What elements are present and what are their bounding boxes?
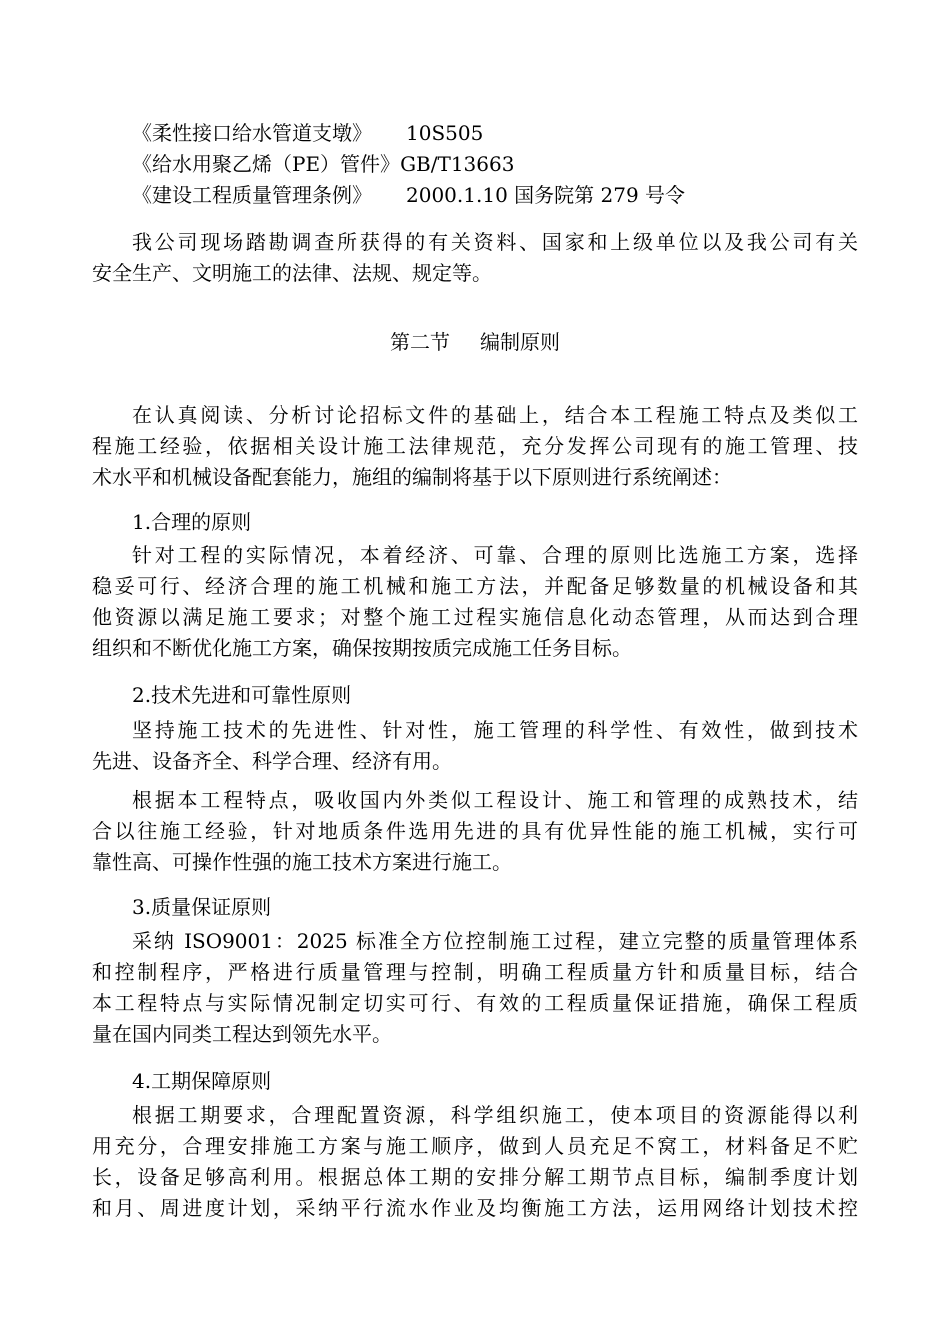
paragraph-line: 合以往施工经验，针对地质条件选用先进的具有优异性能的施工机械，实行可 xyxy=(92,819,858,843)
paragraph-line: 稳妥可行、经济合理的施工机械和施工方法，并配备足够数量的机械设备和其 xyxy=(92,574,858,598)
paragraph-line: 针对工程的实际情况，本着经济、可靠、合理的原则比选施工方案，选择 xyxy=(132,543,858,567)
principle-3-body xyxy=(92,926,858,1050)
paragraph-line: 他资源以满足施工要求；对整个施工过程实施信息化动态管理，从而达到合理 xyxy=(92,605,858,629)
paragraph-line: 量在国内同类工程达到领先水平。 xyxy=(92,1022,392,1046)
paragraph-line: 组织和不断优化施工方案，确保按期按质完成施工任务目标。 xyxy=(92,636,632,660)
principle-1 xyxy=(92,507,858,538)
reference-code: 10S505 xyxy=(406,121,484,145)
section-intro-paragraph xyxy=(92,400,858,493)
paragraph-line: 和月、周进度计划，采纳平行流水作业及均衡施工方法，运用网络计划技术控 xyxy=(92,1196,858,1220)
paragraph-line: 用充分，合理安排施工方案与施工顺序，做到人员充足不窝工，材料备足不贮 xyxy=(92,1134,858,1158)
intro-paragraph xyxy=(92,227,858,289)
paragraph-line: 坚持施工技术的先进性、针对性，施工管理的科学性、有效性，做到技术 xyxy=(132,718,858,742)
principle-2-para2 xyxy=(92,785,858,878)
paragraph-line: 靠性高、可操作性强的施工技术方案进行施工。 xyxy=(92,850,512,874)
principle-2 xyxy=(92,680,858,711)
principle-4-body xyxy=(92,1100,858,1224)
reference-list xyxy=(92,118,858,211)
principle-4 xyxy=(92,1066,858,1097)
reference-title: 《柔性接口给水管道支墩》 xyxy=(132,121,372,145)
paragraph-line: 术水平和机械设备配套能力，施组的编制将基于以下原则进行系统阐述： xyxy=(92,465,732,489)
section-heading xyxy=(92,327,858,358)
reference-title: 《建设工程质量管理条例》 xyxy=(132,183,372,207)
principle-heading: 2.技术先进和可靠性原则 xyxy=(132,683,352,707)
principle-heading: 3.质量保证原则 xyxy=(132,895,272,919)
paragraph-line: 根据本工程特点，吸收国内外类似工程设计、施工和管理的成熟技术，结 xyxy=(132,788,858,812)
principle-3 xyxy=(92,892,858,923)
principle-heading: 4.工期保障原则 xyxy=(132,1069,272,1093)
principle-1-body xyxy=(92,540,858,664)
reference-code: 2000.1.10 国务院第 279 号令 xyxy=(406,183,686,207)
paragraph-line: 我公司现场踏勘调查所获得的有关资料、国家和上级单位以及我公司有关 xyxy=(132,230,858,254)
paragraph-line: 在认真阅读、分析讨论招标文件的基础上，结合本工程施工特点及类似工 xyxy=(132,403,858,427)
reference-title: 《给水用聚乙烯（PE）管件》 xyxy=(132,152,401,176)
reference-code: GB/T13663 xyxy=(400,152,515,176)
reference-item xyxy=(92,180,858,211)
section-number: 第二节 xyxy=(390,330,450,354)
paragraph-line: 采纳 ISO9001：2025 标准全方位控制施工过程，建立完整的质量管理体系 xyxy=(132,929,858,953)
paragraph-line: 和控制程序，严格进行质量管理与控制，明确工程质量方针和质量目标，结合 xyxy=(92,960,858,984)
paragraph-line: 安全生产、文明施工的法律、法规、规定等。 xyxy=(92,261,492,285)
paragraph-line: 根据工期要求，合理配置资源，科学组织施工，使本项目的资源能得以利 xyxy=(132,1103,858,1127)
principle-heading: 1.合理的原则 xyxy=(132,510,252,534)
section-title: 编制原则 xyxy=(480,330,560,354)
paragraph-line: 先进、设备齐全、科学合理、经济有用。 xyxy=(92,749,452,773)
reference-item xyxy=(92,149,858,180)
paragraph-line: 长，设备足够高利用。根据总体工期的安排分解工期节点目标，编制季度计划 xyxy=(92,1165,858,1189)
paragraph-line: 程施工经验，依据相关设计施工法律规范，充分发挥公司现有的施工管理、技 xyxy=(92,434,858,458)
reference-item xyxy=(92,118,858,149)
principle-2-para1 xyxy=(92,715,858,777)
paragraph-line: 本工程特点与实际情况制定切实可行、有效的工程质量保证措施，确保工程质 xyxy=(92,991,858,1015)
